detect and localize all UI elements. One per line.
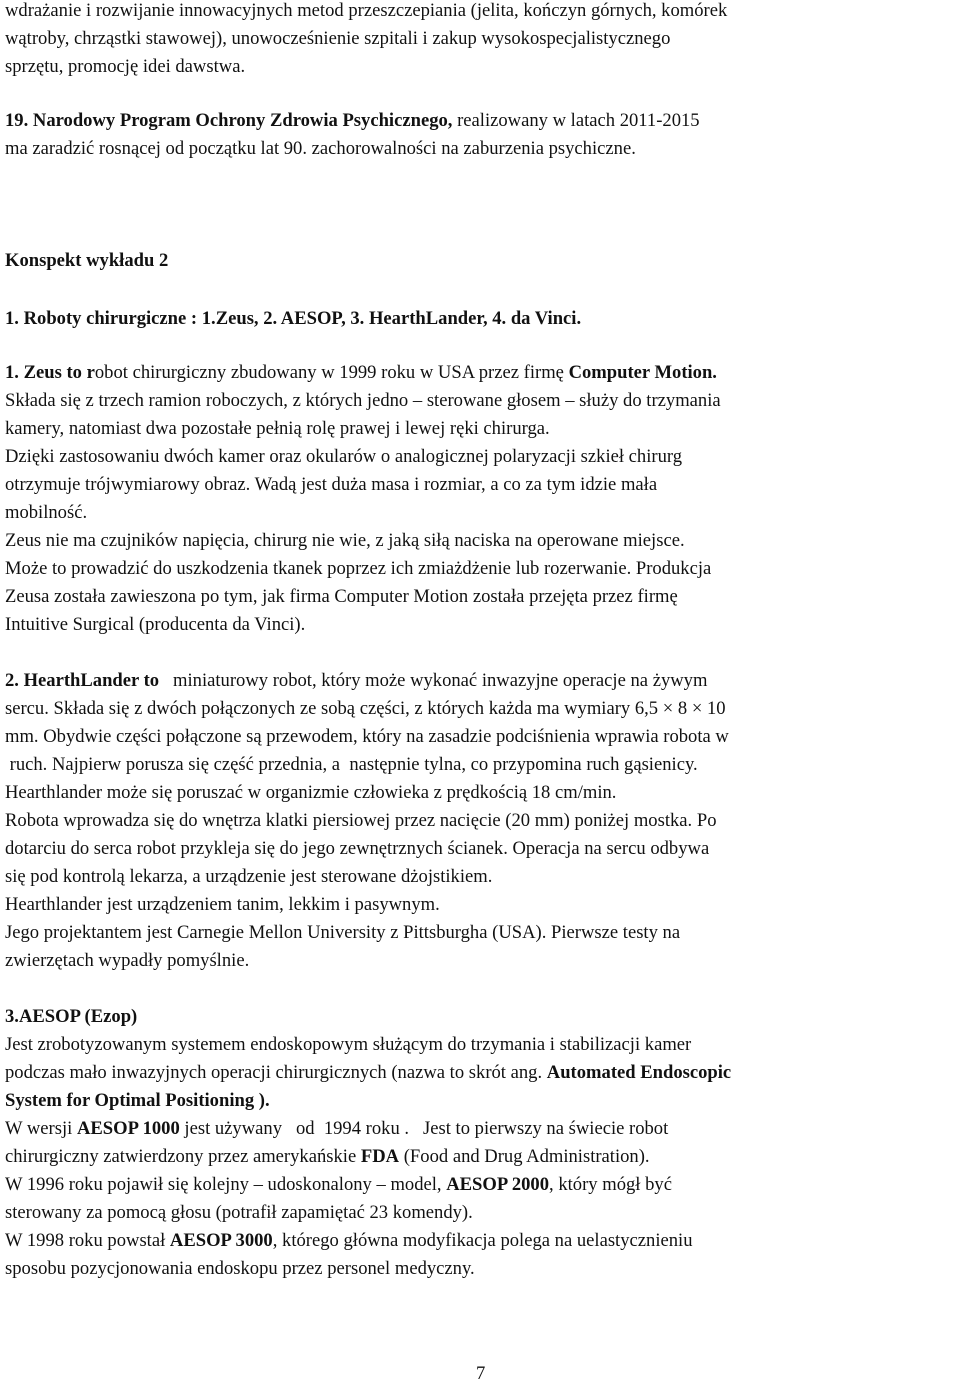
intro-line-3: sprzętu, promocję idei dawstwa. [5,56,246,77]
aesop-3000: AESOP 3000 [169,1230,273,1251]
computer-motion: Computer Motion. [568,362,717,383]
zeus-line-3: kamery, natomiast dwa pozostałe pełnią rolę prawej i lewej ręki chirurga. [5,418,550,439]
aesop-line-4-a: W wersji [5,1118,77,1139]
zeus-line-8: Może to prowadzić do uszkodzenia tkanek poprzez ich zmiażdżenie lub rozerwanie. Produkcja [5,558,712,579]
aesop-line-9: sposobu pozycjonowania endoskopu przez personel medyczny. [5,1258,475,1279]
hearth-text: miniaturowy robot, który może wykonać inwazyjne operacje na żywym [159,670,708,691]
item-19-label: 19. Narodowy Program Ochrony Zdrowia Psychicznego, [5,110,453,131]
zeus-line-6: mobilność. [5,502,88,523]
aesop-line-8 [5,1232,693,1251]
hearth-line-10: Jego projektantem jest Carnegie Mellon University z Pittsburgha (USA). Pierwsze testy na [5,922,681,943]
hearth-label: 2. HearthLander to [5,670,160,691]
aesop-line-5-c: (Food and Drug Administration). [399,1146,650,1167]
item-19-line-2: ma zaradzić rosnącej od początku lat 90. zachorowalności na zaburzenia psychiczne. [5,138,636,159]
intro-line-1: wdrażanie i rozwijanie innowacyjnych metod przeszczepiania (jelita, kończyn górnych, komórek [5,0,728,21]
aesop-line-1: Jest zrobotyzowanym systemem endoskopowym służącym do trzymania i stabilizacji kamer [5,1034,692,1055]
zeus-line-9: Zeusa została zawieszona po tym, jak firma Computer Motion została przejęta przez firmę [5,586,678,607]
hearth-line-1 [5,672,707,691]
zeus-line-5: otrzymuje trójwymiarowy obraz. Wadą jest duża masa i rozmiar, a co za tym idzie mała [5,474,658,495]
aesop-line-6-a: W 1996 roku pojawił się kolejny – udoskonalony – model, [5,1174,447,1195]
zeus-text: obot chirurgiczny zbudowany w 1999 roku w USA przez firmę [94,362,569,383]
aesop-line-6-c: , który mógł być [549,1174,672,1195]
hearth-line-9: Hearthlander jest urządzeniem tanim, lekkim i pasywnym. [5,894,440,915]
zeus-line-1 [5,364,717,383]
zeus-label: 1. Zeus to r [5,362,95,383]
aesop-line-5 [5,1148,650,1167]
hearth-line-4: ruch. Najpierw porusza się część przednia, a następnie tylna, co przypomina ruch gąsienicy. [5,754,698,775]
hearth-line-3: mm. Obydwie części połączone są przewodem, który na zasadzie podciśnienia wprawia robota w [5,726,729,747]
zeus-line-4: Dzięki zastosowaniu dwóch kamer oraz okularów o analogicznej polaryzacji szkieł chirurg [5,446,683,467]
zeus-line-10: Intuitive Surgical (producenta da Vinci). [5,614,306,635]
hearth-line-2: sercu. Składa się z dwóch połączonych ze sobą części, z których każda ma wymiary 6,5 × 8 × 10 [5,698,726,719]
zeus-line-7: Zeus nie ma czujników napięcia, chirurg nie wie, z jaką siłą naciska na operowane miejsce. [5,530,685,551]
aesop-line-8-c: , którego główna modyfikacja polega na uelastycznieniu [272,1230,693,1251]
hearth-line-6: Robota wprowadza się do wnętrza klatki piersiowej przez nacięcie (20 mm) poniżej mostka. Po [5,810,717,831]
aesop-line-8-a: W 1998 roku powstał [5,1230,170,1251]
section-heading: Konspekt wykładu 2 [5,250,169,271]
aesop-acronym-part-1: Automated Endoscopic [546,1062,732,1083]
aesop-line-7: sterowany za pomocą głosu (potrafił zapamiętać 23 komendy). [5,1202,473,1223]
hearth-line-8: się pod kontrolą lekarza, a urządzenie jest sterowane dżojstikiem. [5,866,493,887]
aesop-heading: 3.AESOP (Ezop) [5,1006,138,1027]
item-19-text: realizowany w latach 2011-2015 [452,110,700,131]
aesop-line-5-a: chirurgiczny zatwierdzony przez amerykańskie [5,1146,361,1167]
robot-list: 1. Roboty chirurgiczne : 1.Zeus, 2. AESOP, 3. HearthLander, 4. da Vinci. [5,308,582,329]
aesop-line-6 [5,1176,672,1195]
aesop-line-2 [5,1064,731,1083]
hearth-line-11: zwierzętach wypadły pomyślnie. [5,950,250,971]
aesop-2000: AESOP 2000 [446,1174,550,1195]
item-19-line-1 [5,112,700,131]
hearth-line-7: dotarciu do serca robot przykleja się do jego zewnętrznych ścianek. Operacja na sercu odbywa [5,838,710,859]
fda: FDA [360,1146,400,1167]
aesop-line-3: System for Optimal Positioning ). [5,1090,270,1111]
aesop-line-2-text: podczas mało inwazyjnych operacji chirurgicznych (nazwa to skrót ang. [5,1062,547,1083]
aesop-1000: AESOP 1000 [76,1118,180,1139]
intro-line-2: wątroby, chrząstki stawowej), unowocześnienie szpitali i zakup wysokospecjalistycznego [5,28,671,49]
zeus-line-2: Składa się z trzech ramion roboczych, z których jedno – sterowane głosem – służy do trzymania [5,390,721,411]
hearth-line-5: Hearthlander może się poruszać w organizmie człowieka z prędkością 18 cm/min. [5,782,617,803]
aesop-line-4-c: jest używany od 1994 roku . Jest to pierwszy na świecie robot [179,1118,669,1139]
aesop-line-4 [5,1120,668,1139]
page-number: 7 [476,1363,486,1384]
